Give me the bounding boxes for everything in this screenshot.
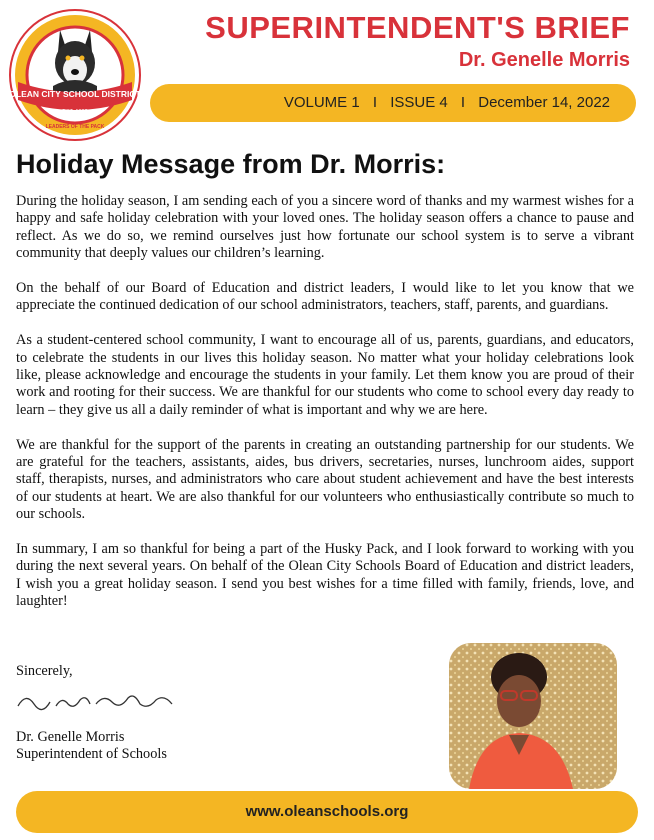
paragraph: We are thankful for the support of the parents in creating an outstanding partnership for our students. We are grateful for the teachers, assistants, aides, bus drivers, secretaries, nurses, lunchroom aides, support staff, therapists, nurses, and administrators who care about student achievement and have the best interests of our students at heart. We are also thankful for our volunteers who enthusiastically contribute so much to our schools. [16, 436, 634, 523]
separator: I [460, 94, 466, 111]
paragraph: In summary, I am so thankful for being a part of the Husky Pack, and I look forward to working with you during the next several years. On behalf of the Olean City Schools Board of Education and district leaders, I wish you a great holiday season. I send you best wishes for a time filled with family, friends, love, and laughter! [16, 541, 634, 610]
paragraph: During the holiday season, I am sending each of you a sincere word of thanks and my warmest wishes for a happy and safe holiday celebration with your loved ones. The holiday season offers a chance to pause and reflect. As we do so, we remind ourselves just how fortunate our school system is to serve a vibrant community that deeply values our children’s learning. [16, 193, 634, 262]
signer-name: Dr. Genelle Morris [16, 729, 125, 745]
website-link[interactable]: www.oleanschools.org [245, 803, 409, 820]
logo-name: OLEAN CITY SCHOOL DISTRICT [9, 89, 141, 99]
newsletter-subtitle: Dr. Genelle Morris [458, 49, 630, 71]
logo-est: EST. 1868 [62, 109, 88, 115]
signer-role: Superintendent of Schools [16, 746, 167, 762]
issue-date: December 14, 2022 [478, 94, 610, 111]
superintendent-photo [449, 643, 617, 789]
article-heading: Holiday Message from Dr. Morris: [16, 149, 446, 179]
separator: I [372, 94, 378, 111]
footer-bar [16, 791, 638, 833]
issue-label: ISSUE 4 [390, 94, 448, 111]
district-logo [8, 8, 142, 142]
newsletter-title: SUPERINTENDENT'S BRIEF [205, 10, 630, 45]
paragraph: On the behalf of our Board of Education and district leaders, I would like to let you know that we appreciate the continued dedication of our school administrators, teachers, staff, parents, and guardians. [16, 280, 634, 314]
logo-motto: LEADERS OF THE PACK [45, 124, 105, 130]
article-body [16, 193, 634, 628]
paragraph: As a student-centered school community, I want to encourage all of us, parents, guardians, and educators, to celebrate the students in our lives this holiday season. No matter what your holiday celebrations look like, please acknowledge and encourage the students in your family. Let them know you are proud of their work and rooting for their success. We are thankful for our students who come to school every day ready to learn – they give us all a daily reminder of what is important and why we are here. [16, 332, 634, 418]
issue-bar [150, 84, 636, 122]
closing: Sincerely, [16, 663, 73, 679]
handwritten-signature [16, 688, 176, 718]
volume-label: VOLUME 1 [283, 94, 360, 111]
issue-info [284, 84, 610, 122]
